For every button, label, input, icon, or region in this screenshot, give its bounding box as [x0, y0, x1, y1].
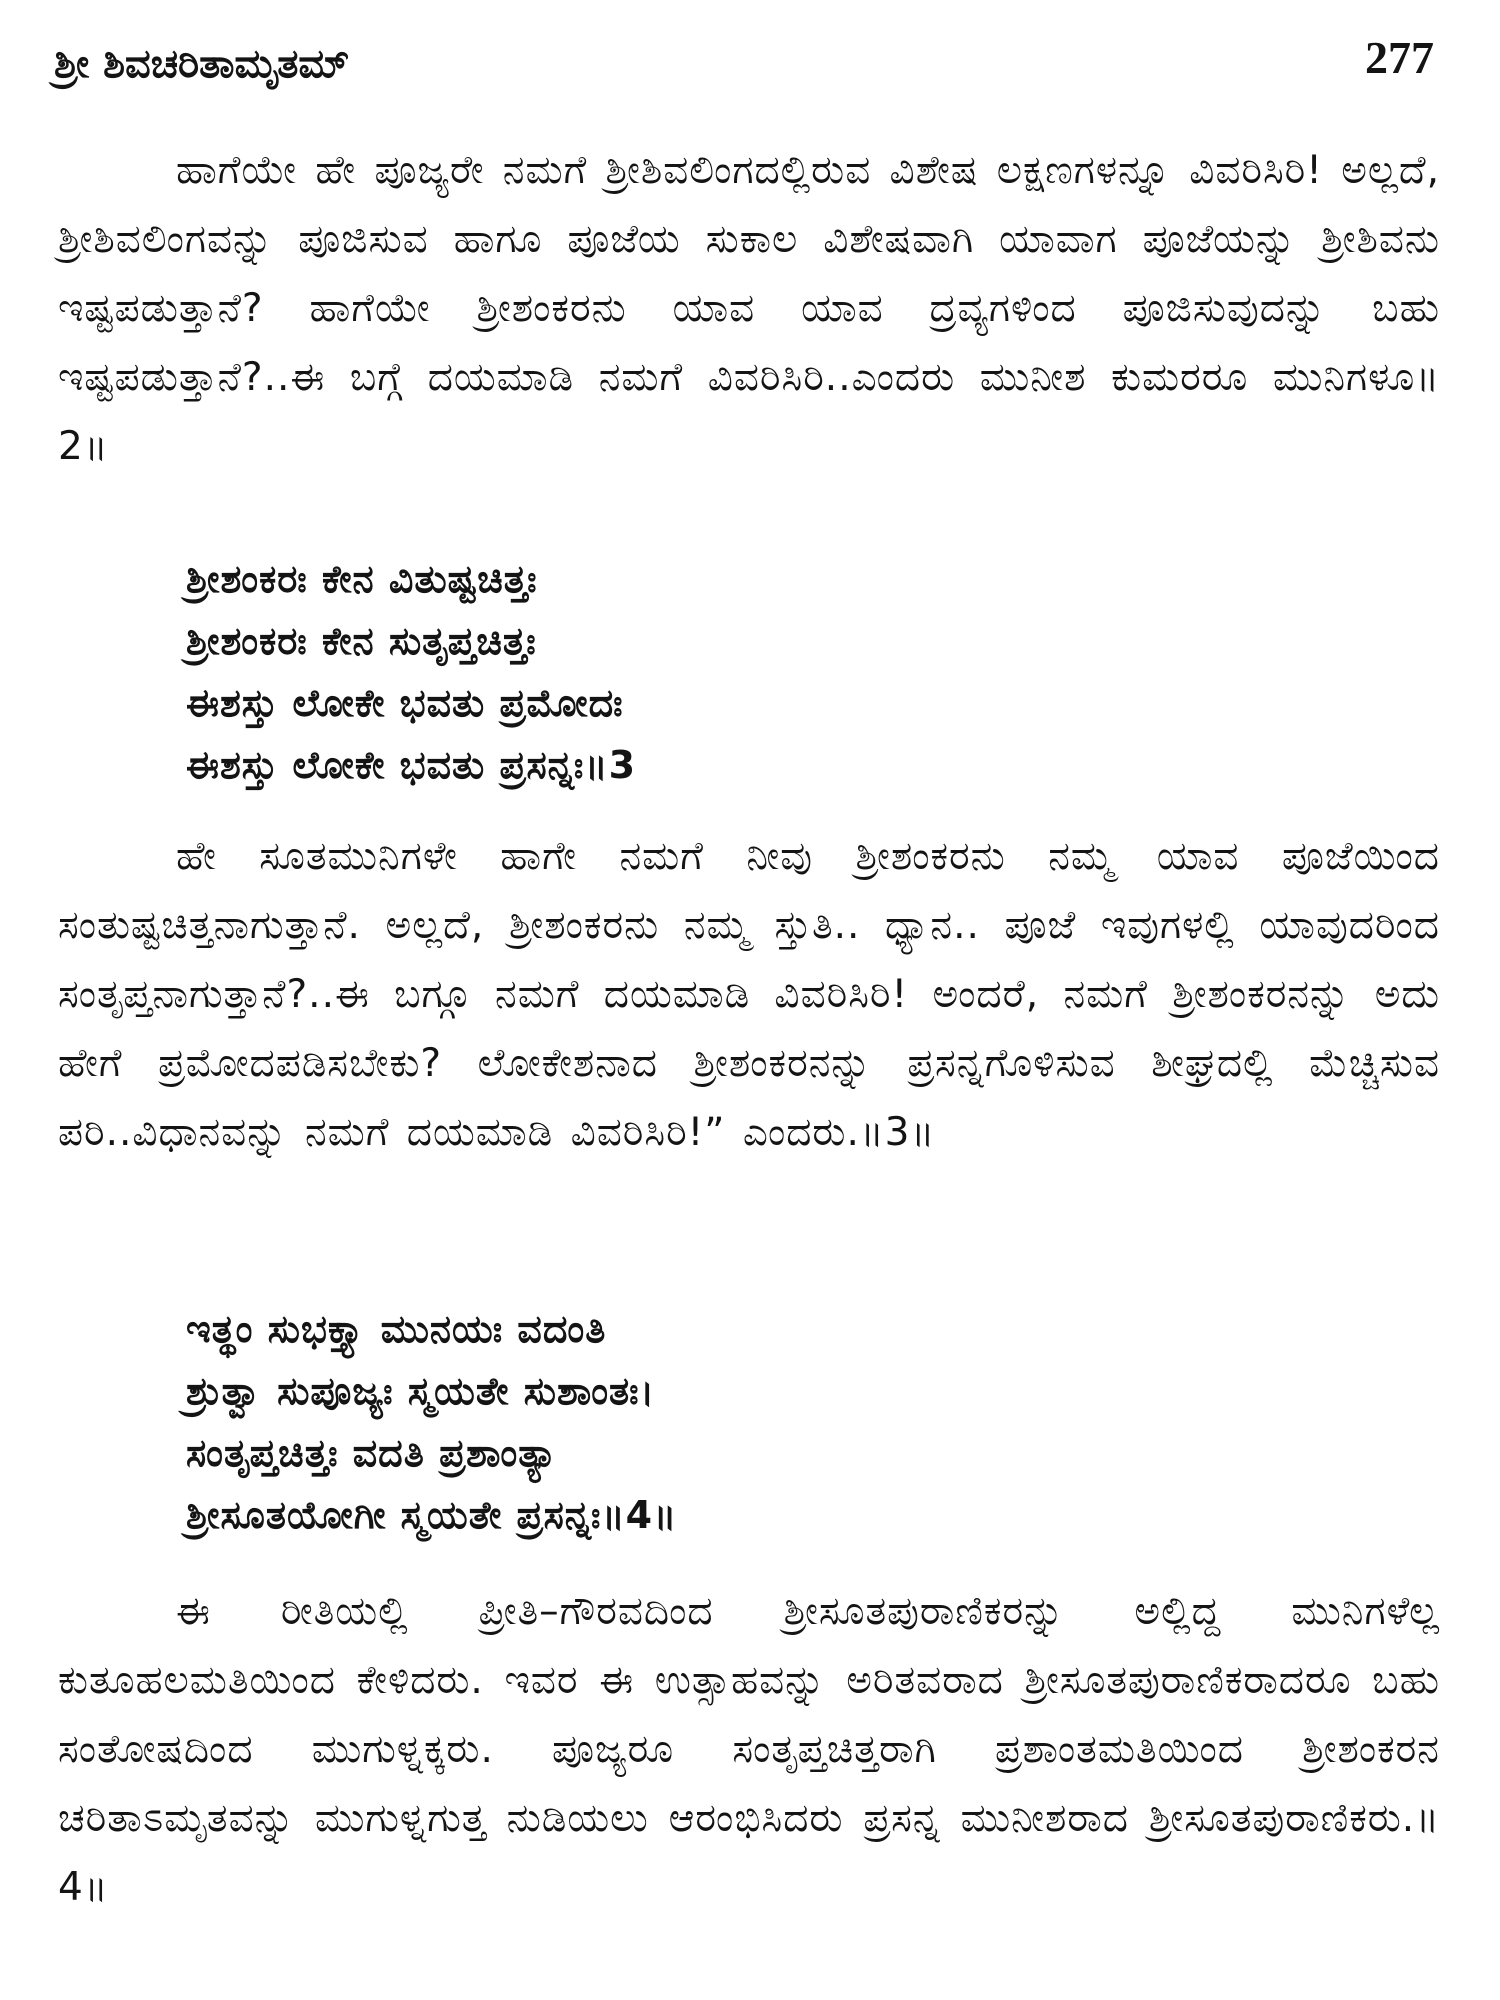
- verse-line: ಶ್ರುತ್ವಾ ಸುಪೂಜ್ಯಃ ಸ್ಮಯತೇ ಸುಶಾಂತಃ।: [186, 1369, 656, 1413]
- verse-line: ಇತ್ಥಂ ಸುಭಕ್ತ್ಯಾ ಮುನಯಃ ವದಂತಿ: [186, 1307, 607, 1351]
- running-title: ಶ್ರೀ ಶಿವಚರಿತಾಮೃತಮ್: [54, 41, 350, 87]
- verse-line: ಶ್ರೀಶಂಕರಃ ಕೇನ ಸುತೃಪ್ತಚಿತ್ತಃ: [186, 619, 537, 663]
- page-number: 277: [1365, 32, 1434, 83]
- verse-line: ಶ್ರೀಸೂತಯೋಗೀ ಸ್ಮಯತೇ ಪ್ರಸನ್ನಃ॥4॥: [186, 1493, 678, 1537]
- verse-line: ಶ್ರೀಶಂಕರಃ ಕೇನ ವಿತುಷ್ಟಚಿತ್ತಃ: [186, 557, 538, 601]
- verse-line: ಸಂತೃಪ್ತಚಿತ್ತಃ ವದತಿ ಪ್ರಶಾಂತ್ಯಾ: [186, 1431, 558, 1475]
- page-header: [54, 28, 1440, 108]
- paragraph-verse-2-commentary: ಹಾಗೆಯೇ ಹೇ ಪೂಜ್ಯರೇ ನಮಗೆ ಶ್ರೀಶಿವಲಿಂಗದಲ್ಲಿರುವ ವಿಶೇಷ ಲಕ್ಷಣಗಳನ್ನೂ ವಿವರಿಸಿರಿ! ಅಲ್ಲದೆ, ಶ್ರೀಶಿವಲಿಂಗವನ್ನು ಪೂಜಿಸುವ ಹಾಗೂ ಪೂಜೆಯ ಸುಕಾಲ ವಿಶೇಷವಾಗಿ ಯಾವಾಗ ಪೂಜೆಯನ್ನು ಶ್ರೀಶಿವನು ಇಷ್ಟಪಡುತ್ತಾನೆ? ಹಾಗೆಯೇ ಶ್ರೀಶಂಕರನು ಯಾವ ಯಾವ ದ್ರವ್ಯಗಳಿಂದ ಪೂಜಿಸುವುದನ್ನು ಬಹು ಇಷ್ಟಪಡುತ್ತಾನೆ?..ಈ ಬಗ್ಗೆ ದಯಮಾಡಿ ನಮಗೆ ವಿವರಿಸಿರಿ..ಎಂದರು ಮುನೀಶ ಕುಮರರೂ ಮುನಿಗಳೂ॥2॥: [58, 148, 1440, 469]
- paragraph-verse-3-commentary: ಹೇ ಸೂತಮುನಿಗಳೇ ಹಾಗೇ ನಮಗೆ ನೀವು ಶ್ರೀಶಂಕರನು ನಮ್ಮ ಯಾವ ಪೂಜೆಯಿಂದ ಸಂತುಷ್ಟಚಿತ್ತನಾಗುತ್ತಾನೆ. ಅಲ್ಲದೆ, ಶ್ರೀಶಂಕರನು ನಮ್ಮ ಸ್ತುತಿ.. ಧ್ಯಾನ.. ಪೂಜೆ ಇವುಗಳಲ್ಲಿ ಯಾವುದರಿಂದ ಸಂತೃಪ್ತನಾಗುತ್ತಾನೆ?..ಈ ಬಗ್ಗೂ ನಮಗೆ ದಯಮಾಡಿ ವಿವರಿಸಿರಿ! ಅಂದರೆ, ನಮಗೆ ಶ್ರೀಶಂಕರನನ್ನು ಅದು ಹೇಗೆ ಪ್ರಮೋದಪಡಿಸಬೇಕು? ಲೋಕೇಶನಾದ ಶ್ರೀಶಂಕರನನ್ನು ಪ್ರಸನ್ನಗೊಳಿಸುವ ಶೀಘ್ರದಲ್ಲಿ ಮೆಚ್ಚಿಸುವ ಪರಿ..ವಿಧಾನವನ್ನು ನಮಗೆ ದಯಮಾಡಿ ವಿವರಿಸಿರಿ!” ಎಂದರು.॥3॥: [58, 834, 1440, 1155]
- sanskrit-verse-4: [186, 1298, 1386, 1546]
- verse-line: ಈಶಸ್ತು ಲೋಕೇ ಭವತು ಪ್ರಮೋದಃ: [186, 681, 624, 725]
- paragraph-verse-4-commentary: ಈ ರೀತಿಯಲ್ಲಿ ಪ್ರೀತಿ–ಗೌರವದಿಂದ ಶ್ರೀಸೂತಪುರಾಣಿಕರನ್ನು ಅಲ್ಲಿದ್ದ ಮುನಿಗಳೆಲ್ಲ ಕುತೂಹಲಮತಿಯಿಂದ ಕೇಳಿದರು. ಇವರ ಈ ಉತ್ಸಾಹವನ್ನು ಅರಿತವರಾದ ಶ್ರೀಸೂತಪುರಾಣಿಕರಾದರೂ ಬಹು ಸಂತೋಷದಿಂದ ಮುಗುಳ್ನಕ್ಕರು. ಪೂಜ್ಯರೂ ಸಂತೃಪ್ತಚಿತ್ತರಾಗಿ ಪ್ರಶಾಂತಮತಿಯಿಂದ ಶ್ರೀಶಂಕರನ ಚರಿತಾಽಮೃತವನ್ನು ಮುಗುಳ್ನಗುತ್ತ ನುಡಿಯಲು ಆರಂಭಿಸಿದರು ಪ್ರಸನ್ನ ಮುನೀಶರಾದ ಶ್ರೀಸೂತಪುರಾಣಿಕರು.॥4॥: [58, 1589, 1440, 1910]
- sanskrit-verse-3: [186, 548, 1386, 796]
- verse-line: ಈಶಸ್ತು ಲೋಕೇ ಭವತು ಪ್ರಸನ್ನಃ॥3: [186, 743, 637, 787]
